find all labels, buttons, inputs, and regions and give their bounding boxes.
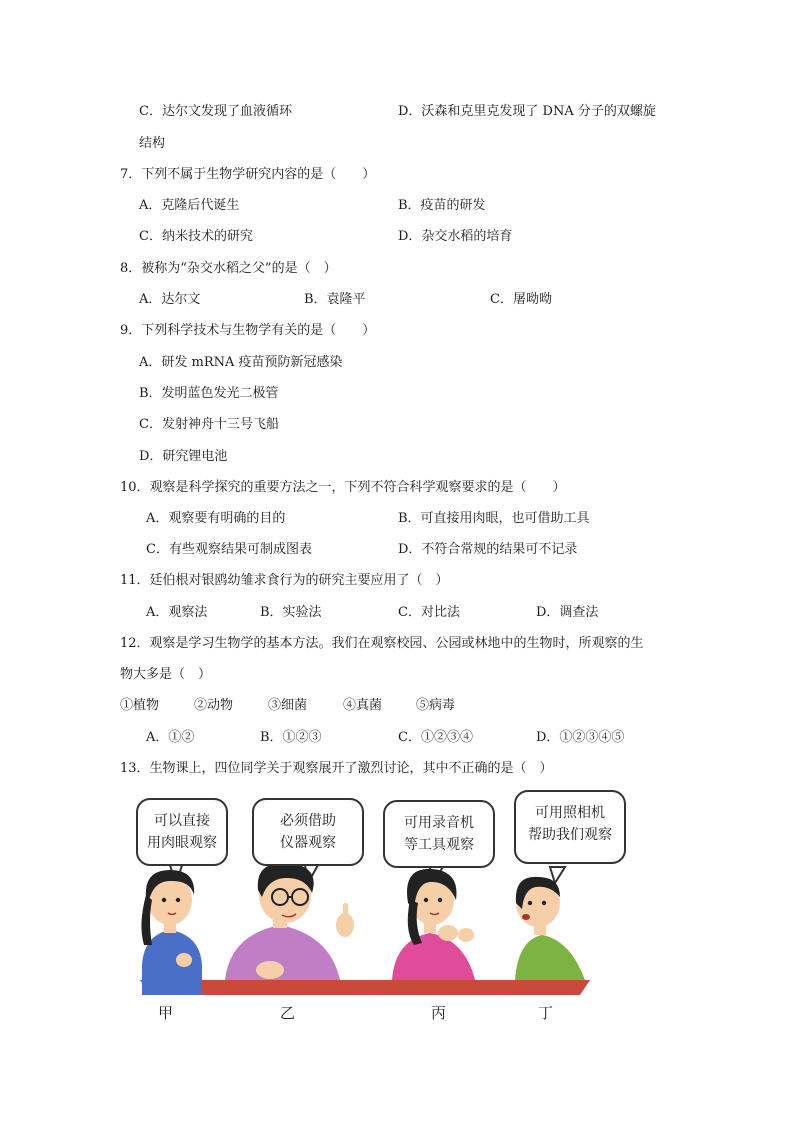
q7-option-d: D．杂交水稻的培育 xyxy=(398,229,513,244)
q9-stem: 9．下列科学技术与生物学有关的是（ ） xyxy=(120,323,376,338)
bubble-jia-line-1: 可以直接 xyxy=(154,813,210,829)
label-jia: 甲 xyxy=(158,1004,174,1022)
q6-option-c: C．达尔文发现了血液循环 xyxy=(139,104,292,119)
bubble-yi-line-2: 仪器观察 xyxy=(280,835,336,851)
q8-stem: 8．被称为“杂交水稻之父”的是（ ） xyxy=(120,261,337,276)
q9-option-d: D．研究锂电池 xyxy=(139,449,228,464)
bubble-jia xyxy=(136,798,228,866)
q11-option-c: C．对比法 xyxy=(398,605,460,620)
q9-option-b: B．发明蓝色发光二极管 xyxy=(139,386,279,401)
q8-option-a: A．达尔文 xyxy=(139,292,201,307)
student-bing-figure xyxy=(392,869,475,980)
label-ding: 丁 xyxy=(538,1004,554,1022)
q12-option-b: B．①②③ xyxy=(260,730,322,745)
q12-item-fungi: ④真菌 xyxy=(343,698,383,713)
q6-option-d-cont: 结构 xyxy=(139,136,166,151)
student-jia-figure xyxy=(141,870,202,995)
bubble-ding-line-2: 帮助我们观察 xyxy=(528,827,612,843)
bubble-bing xyxy=(383,800,495,868)
bubble-jia-line-2: 用肉眼观察 xyxy=(147,835,217,851)
q12-option-c: C．①②③④ xyxy=(398,730,473,745)
q12-option-d: D．①②③④⑤ xyxy=(536,730,625,745)
q12-item-plants: ①植物 xyxy=(120,698,160,713)
q12-stem: 12．观察是学习生物学的基本方法。我们在观察校园、公园或林地中的生物时，所观察的生 xyxy=(120,636,644,651)
q10-option-d: D．不符合常规的结果可不记录 xyxy=(398,542,578,557)
q10-option-b: B．可直接用肉眼，也可借助工具 xyxy=(398,511,590,526)
q6-option-d: D．沃森和克里克发现了 DNA 分子的双螺旋 xyxy=(398,104,656,119)
bubble-ding-line-1: 可用照相机 xyxy=(535,805,605,821)
q11-option-b: B．实验法 xyxy=(260,605,322,620)
q12-option-a: A．①② xyxy=(146,730,195,745)
q7-stem: 7．下列不属于生物学研究内容的是（ ） xyxy=(120,167,376,182)
q8-option-c: C．屠呦呦 xyxy=(490,292,552,307)
student-ding-figure xyxy=(515,877,585,980)
q9-option-c: C．发射神舟十三号飞船 xyxy=(139,417,279,432)
student-yi-figure xyxy=(225,863,354,980)
q7-option-b: B．疫苗的研发 xyxy=(398,198,486,213)
q10-option-c: C．有些观察结果可制成图表 xyxy=(146,542,312,557)
q8-option-b: B．袁隆平 xyxy=(304,292,366,307)
q12-item-animals: ②动物 xyxy=(194,698,234,713)
bubble-yi-line-1: 必须借助 xyxy=(280,813,336,829)
table-icon xyxy=(140,980,590,995)
q12-item-bacteria: ③细菌 xyxy=(268,698,308,713)
bubble-yi xyxy=(252,798,364,866)
q9-option-a: A．研发 mRNA 疫苗预防新冠感染 xyxy=(139,355,343,370)
q7-option-a: A．克隆后代诞生 xyxy=(139,198,240,213)
q7-option-c: C．纳米技术的研究 xyxy=(139,229,253,244)
q13-stem: 13．生物课上，四位同学关于观察展开了激烈讨论，其中不正确的是（ ） xyxy=(120,761,553,776)
q10-option-a: A．观察要有明确的目的 xyxy=(146,511,286,526)
label-yi: 乙 xyxy=(280,1004,296,1022)
bubble-ding xyxy=(514,790,626,864)
bubble-bing-line-2: 等工具观察 xyxy=(404,837,474,853)
bubble-bing-line-1: 可用录音机 xyxy=(404,815,474,831)
q12-item-viruses: ⑤病毒 xyxy=(416,698,456,713)
q11-option-a: A．观察法 xyxy=(146,605,208,620)
q12-stem-cont: 物大多是（ ） xyxy=(120,667,212,682)
q11-stem: 11．廷伯根对银鸥幼雏求食行为的研究主要应用了（ ） xyxy=(120,573,449,588)
q11-option-d: D．调查法 xyxy=(536,605,599,620)
q10-stem: 10．观察是科学探究的重要方法之一，下列不符合科学观察要求的是（ ） xyxy=(120,480,566,495)
label-bing: 丙 xyxy=(431,1004,447,1022)
